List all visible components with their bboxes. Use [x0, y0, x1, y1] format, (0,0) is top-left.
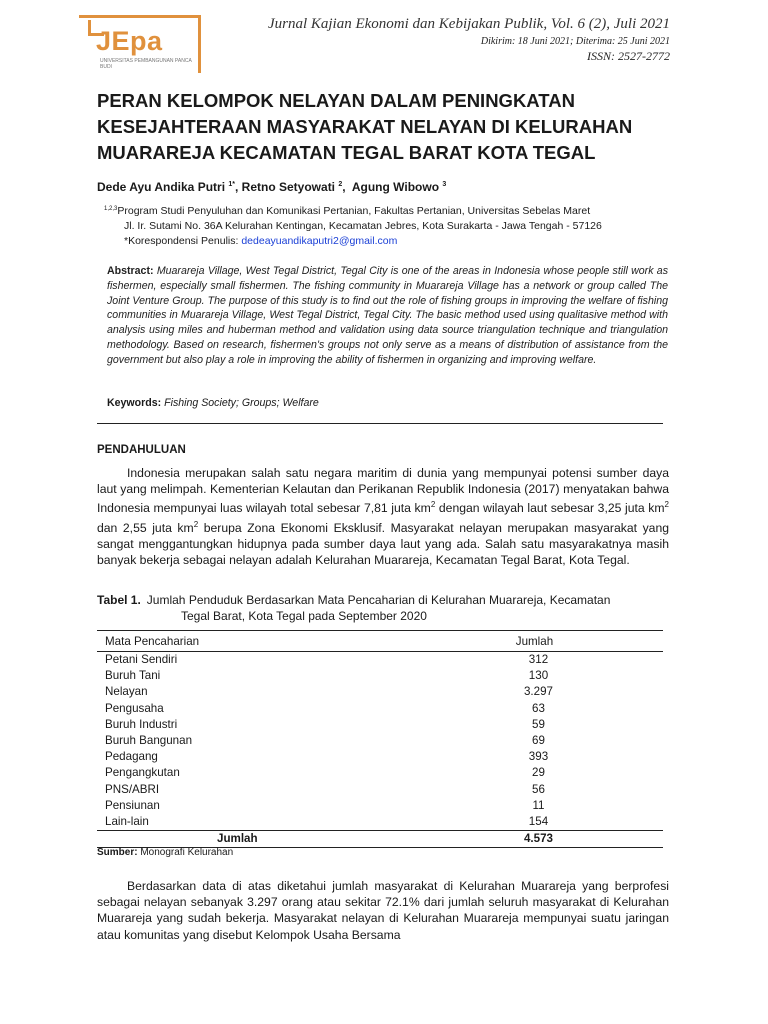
affiliation-sup: 1,2,3 — [104, 206, 118, 212]
table-cell: Buruh Tani — [105, 669, 161, 683]
keyword: Welfare — [282, 397, 319, 409]
table-cell: Nelayan — [105, 685, 148, 699]
table-cell: PNS/ABRI — [105, 782, 160, 796]
table-row — [97, 668, 663, 684]
table-cell: 393 — [528, 750, 549, 764]
author-list: Dede Ayu Andika Putri $^{1*}$, Retno Setyowati $^2$, Agung Wibowo $^3$ — [97, 180, 447, 194]
author-sup: 3 — [442, 181, 447, 188]
table-total-value: 4.573 — [414, 831, 663, 848]
author-sup: 1* — [228, 181, 235, 188]
table-cell: 63 — [532, 701, 545, 715]
intro-paragraph-1: Indonesia merupakan salah satu negara maritim di dunia yang mempunyai potensi sumber daya laut yang melimpah. Kementerian Kelautan dan Perikanan Republik Indonesia (2017) menyatakan bahwa Indonesia mempunyai luas wilayah total sebesar 7,81 juta $km^2$ dengan wilayah laut sebesar 3,25 juta $km^2$ dan 2,55 juta $km^2$ berupa Zona Ekonomi Eksklusif. Masyarakat nelayan merupakan masyarakat yang sangat menggantungkan hidupnya pada sumber daya laut yang ada. Salah satu masyarakatnya masih banyak bekerja sebagai nelayan adalah Kelurahan Muarareja, Kecamatan Tegal Barat, Kota Tegal. — [97, 466, 670, 568]
table-row — [97, 701, 663, 717]
journal-name: Jurnal Kajian Ekonomi dan Kebijakan Publik, Vol. 6 (2), Juli 2021 — [267, 16, 670, 32]
affiliation-line-1: Program Studi Penyuluhan dan Komunikasi Pertanian, Fakultas Pertanian, Universitas Sebelas Maret — [117, 205, 591, 217]
correspondence-email-link[interactable]: dedeayuandikaputri2@gmail.com — [241, 235, 398, 247]
table-cell: 312 — [528, 653, 549, 666]
abstract-text: Muarareja Village, West Tegal District, Tegal City is one of the areas in Indonesia whose people still work as fishermen, especially small fishermen. The fishing community in Muarareja Village has a network or group called The Joint Venture Group. The purpose of this study is to find out the role of fishing groups in improving the welfare of fishing communities in Muarareja Village, West Tegal District, Tegal City. The basic method used using qualitasive method with analysis using miles and huberman method and validation using data source triangulation technique and triangulation methodology. Based on research, fishermen's groups not only serve as a means of distribution of assistance from the government but also play a role in improving the ability of fishermen in organizing and improving welfare. — [107, 265, 668, 366]
table-caption-line-1: Jumlah Penduduk Berdasarkan Mata Pencaharian di Kelurahan Muarareja, Kecamatan — [146, 593, 611, 607]
table-row — [97, 765, 663, 781]
section-heading: PENDAHULUAN — [97, 444, 186, 456]
table-row — [97, 782, 663, 798]
section-divider — [97, 423, 663, 424]
table-cell: 59 — [532, 717, 545, 731]
table-caption — [97, 592, 669, 624]
table-cell: Pensiunan — [105, 798, 160, 812]
affiliation-line-2: Jl. Ir. Sutami No. 36A Kelurahan Kentingan, Kecamatan Jebres, Kota Surakarta - Jawa Tengah - 57126 — [124, 220, 602, 232]
table-cell: Pedagang — [105, 750, 158, 764]
table-cell: 56 — [532, 782, 545, 796]
keywords-label: Keywords — [107, 397, 158, 409]
table-caption-line-2: Tegal Barat, Kota Tegal pada September 2020 — [181, 609, 427, 623]
author-name: Agung Wibowo — [351, 180, 440, 194]
column-header-occupation: Mata Pencaharian — [97, 631, 414, 652]
source-label: Sumber: — [97, 847, 138, 858]
table-cell: 11 — [532, 798, 545, 812]
table-cell: Pengusaha — [105, 701, 164, 715]
table-source — [97, 847, 233, 858]
author-name: Dede Ayu Andika Putri — [97, 180, 226, 194]
author-name: Retno Setyowati — [241, 180, 336, 194]
affiliation-block — [104, 204, 602, 249]
table-cell: Pengangkutan — [105, 766, 180, 780]
intro-paragraph-2: Berdasarkan data di atas diketahui jumlah masyarakat di Kelurahan Muarareja yang berprofesi sebagai nelayan sebanyak 3.297 orang atau sekitar 72.1% dari jumlah seluruh masyarakat di Kelurahan Muarareja yang sudah bekerja. Masyarakat nelayan di Kelurahan Muarareja mempunyai suatu jaringan atau komunitas yang disebut Kelompok Usaha Bersama — [97, 879, 669, 942]
table-cell: Buruh Bangunan — [105, 734, 193, 748]
table-cell: Petani Sendiri — [105, 653, 178, 666]
source-text: Monografi Kelurahan — [140, 847, 234, 858]
table-header-row — [97, 631, 663, 652]
table-caption-number: Tabel 1. — [97, 593, 141, 607]
table-row — [97, 814, 663, 831]
occupation-table — [97, 630, 663, 848]
table-row — [97, 684, 663, 700]
journal-logo: JEpa — [96, 26, 163, 56]
table-row — [97, 733, 663, 749]
author-sup: 2 — [338, 181, 343, 188]
table-cell: Buruh Industri — [105, 717, 178, 731]
table-cell: 69 — [532, 734, 545, 748]
issn: ISSN: 2527-2772 — [587, 49, 670, 63]
paper-title: PERAN KELOMPOK NELAYAN DALAM PENINGKATAN KESEJAHTERAAN MASYARAKAT NELAYAN DI KELURAHAN MUARAREJA KECAMATAN TEGAL BARAT KOTA TEGAL — [97, 90, 633, 163]
table-total-label: Jumlah — [97, 831, 414, 848]
table-cell: 3.297 — [523, 685, 553, 699]
keyword: Fishing Society — [164, 397, 236, 409]
table-row — [97, 798, 663, 814]
table-cell: 130 — [528, 669, 549, 683]
table-cell: 29 — [532, 766, 545, 780]
abstract: Abstract: Muarareja Village, West Tegal District, Tegal City is one of the areas in Indonesia whose people still work as fishermen, especially small fishermen. The fishing community in Muarareja Village has a network or group called The Joint Venture Group. The purpose of this study is to find out the role of fishing groups in improving the welfare of fishing communities in Muarareja Village, West Tegal District, Tegal City. The basic method used using qualitasive method with analysis using miles and huberman method and validation using data source triangulation technique and triangulation methodology. Based on research, fishermen's groups not only serve as a means of distribution of assistance from the government but also play a role in improving the ability of fishermen in organizing and improving welfare. — [107, 265, 668, 366]
logo-subtitle: UNIVERSITAS PEMBANGUNAN PANCA BUDI — [100, 58, 192, 70]
table-row — [97, 652, 663, 669]
table-cell: Lain-lain — [105, 815, 149, 829]
abstract-label: Abstract — [107, 265, 150, 277]
table-total-row — [97, 831, 663, 848]
keywords: Keywords: Fishing Society; Groups; Welfare — [107, 397, 319, 409]
table-row — [97, 749, 663, 765]
submission-dates: Dikirim: 18 Juni 2021; Diterima: 25 Juni 2021 — [480, 36, 670, 47]
table-cell: 154 — [528, 815, 549, 829]
correspondence-label: *Korespondensi Penulis: — [124, 235, 239, 247]
table-row — [97, 717, 663, 733]
column-header-count: Jumlah — [414, 631, 663, 652]
keyword: Groups — [241, 397, 277, 409]
